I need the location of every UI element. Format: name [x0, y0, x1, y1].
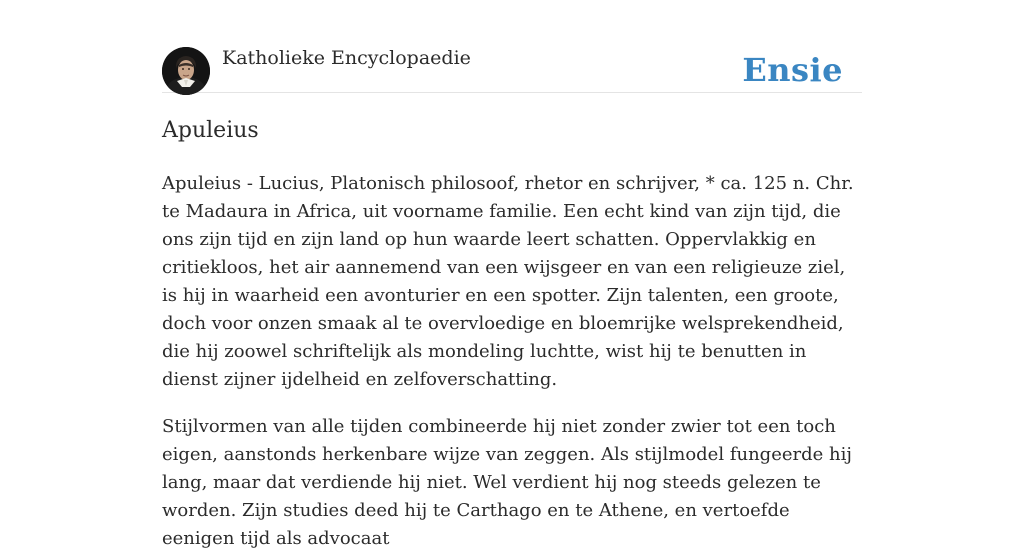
article-title: Apuleius [162, 118, 259, 143]
brand-logo-link[interactable]: Ensie [742, 51, 843, 89]
article-paragraph-1: Apuleius - Lucius, Platonisch philosoof, rhetor en schrijver, * ca. 125 n. Chr. te Madaura in Africa, uit voorname familie. Een echt kind van zijn tijd, die ons zijn tijd en zijn land op hun waarde leert schatten. Oppervlakkig en critiekloos, het air aannemend van een wijsgeer en van een religieuze ziel, is hij in waarheid een avonturier en een spotter. Zijn talenten, een groote, doch voor onzen smaak al te overvloedige en bloemrijke welsprekendheid, die hij zoowel schriftelijk als mondeling luchtte, wist hij te benutten in dienst zijner ijdelheid en zelfoverschatting. [162, 173, 854, 390]
site-name[interactable]: Katholieke Encyclopaedie [222, 47, 471, 69]
page-container [162, 0, 862, 553]
portrait-avatar-icon[interactable] [162, 47, 210, 95]
portrait-svg [162, 47, 210, 95]
article-paragraph-2: Stijlvormen van alle tijden combineerde hij niet zonder zwier tot een toch eigen, aanstonds herkenbare wijze van zeggen. Als stijlmodel fungeerde hij lang, maar dat verdiende hij niet. Wel verdient hij nog steeds gelezen te worden. Zijn studies deed hij te Carthago en te Athene, en vertoefde eenigen tijd als advocaat [162, 416, 852, 549]
site-header [162, 0, 862, 93]
